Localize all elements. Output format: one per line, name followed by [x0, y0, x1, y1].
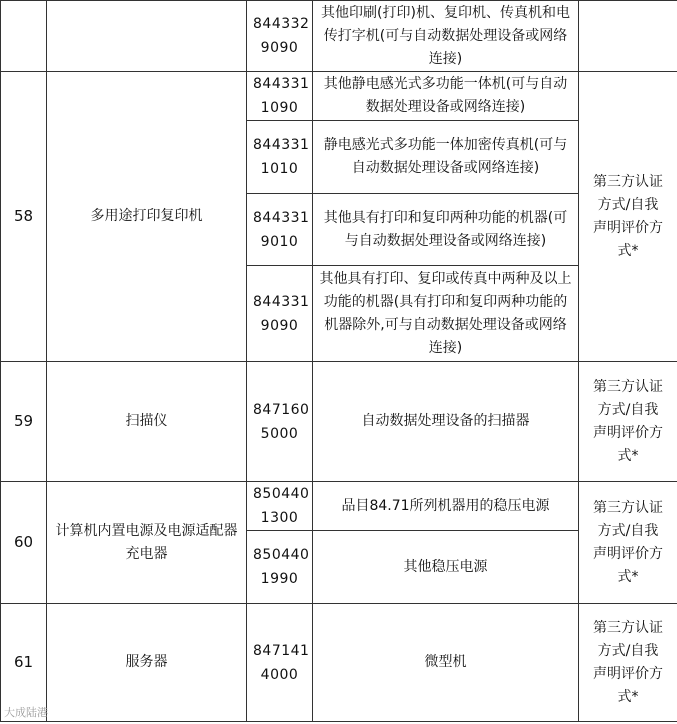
description-cell: 其他具有打印和复印两种功能的机器(可与自动数据处理设备或网络连接)	[313, 194, 579, 266]
row-number-cell	[1, 1, 47, 72]
method-cell: 第三方认证方式/自我声明评价方式*	[579, 604, 677, 722]
table-row	[1, 362, 677, 482]
watermark-logo: 大成陆港	[4, 706, 48, 719]
row-number-cell: 60	[1, 482, 47, 604]
product-name-cell: 多用途打印复印机	[47, 72, 247, 362]
hs-code-cell: 847141 4000	[247, 604, 313, 722]
table-row	[1, 482, 677, 531]
hs-code-cell: 844331 9090	[247, 266, 313, 362]
description-cell: 微型机	[313, 604, 579, 722]
table-row	[1, 1, 677, 72]
description-cell: 自动数据处理设备的扫描器	[313, 362, 579, 482]
method-cell	[579, 1, 677, 72]
row-number-cell: 58	[1, 72, 47, 362]
hs-code-cell: 847160 5000	[247, 362, 313, 482]
description-cell: 其他具有打印、复印或传真中两种及以上功能的机器(具有打印和复印两种功能的机器除外,可与自动数据处理设备或网络连接)	[313, 266, 579, 362]
row-number-cell: 59	[1, 362, 47, 482]
description-cell: 品目84.71所列机器用的稳压电源	[313, 482, 579, 531]
description-cell: 其他静电感光式多功能一体机(可与自动数据处理设备或网络连接)	[313, 72, 579, 121]
hs-code-cell: 844331 1010	[247, 121, 313, 194]
hs-code-cell: 844332 9090	[247, 1, 313, 72]
hs-code-cell: 850440 1300	[247, 482, 313, 531]
row-number-cell: 61	[1, 604, 47, 722]
product-name-cell: 计算机内置电源及电源适配器充电器	[47, 482, 247, 604]
table-row	[1, 72, 677, 121]
hs-code-cell: 850440 1990	[247, 531, 313, 604]
table-row	[1, 604, 677, 722]
product-name-cell: 服务器	[47, 604, 247, 722]
description-cell: 静电感光式多功能一体加密传真机(可与自动数据处理设备或网络连接)	[313, 121, 579, 194]
product-name-cell: 扫描仪	[47, 362, 247, 482]
method-cell: 第三方认证方式/自我声明评价方式*	[579, 72, 677, 362]
hs-code-cell: 844331 9010	[247, 194, 313, 266]
method-cell: 第三方认证方式/自我声明评价方式*	[579, 362, 677, 482]
description-cell: 其他稳压电源	[313, 531, 579, 604]
hs-code-cell: 844331 1090	[247, 72, 313, 121]
method-cell: 第三方认证方式/自我声明评价方式*	[579, 482, 677, 604]
product-name-cell	[47, 1, 247, 72]
description-cell: 其他印刷(打印)机、复印机、传真机和电传打字机(可与自动数据处理设备或网络连接)	[313, 1, 579, 72]
